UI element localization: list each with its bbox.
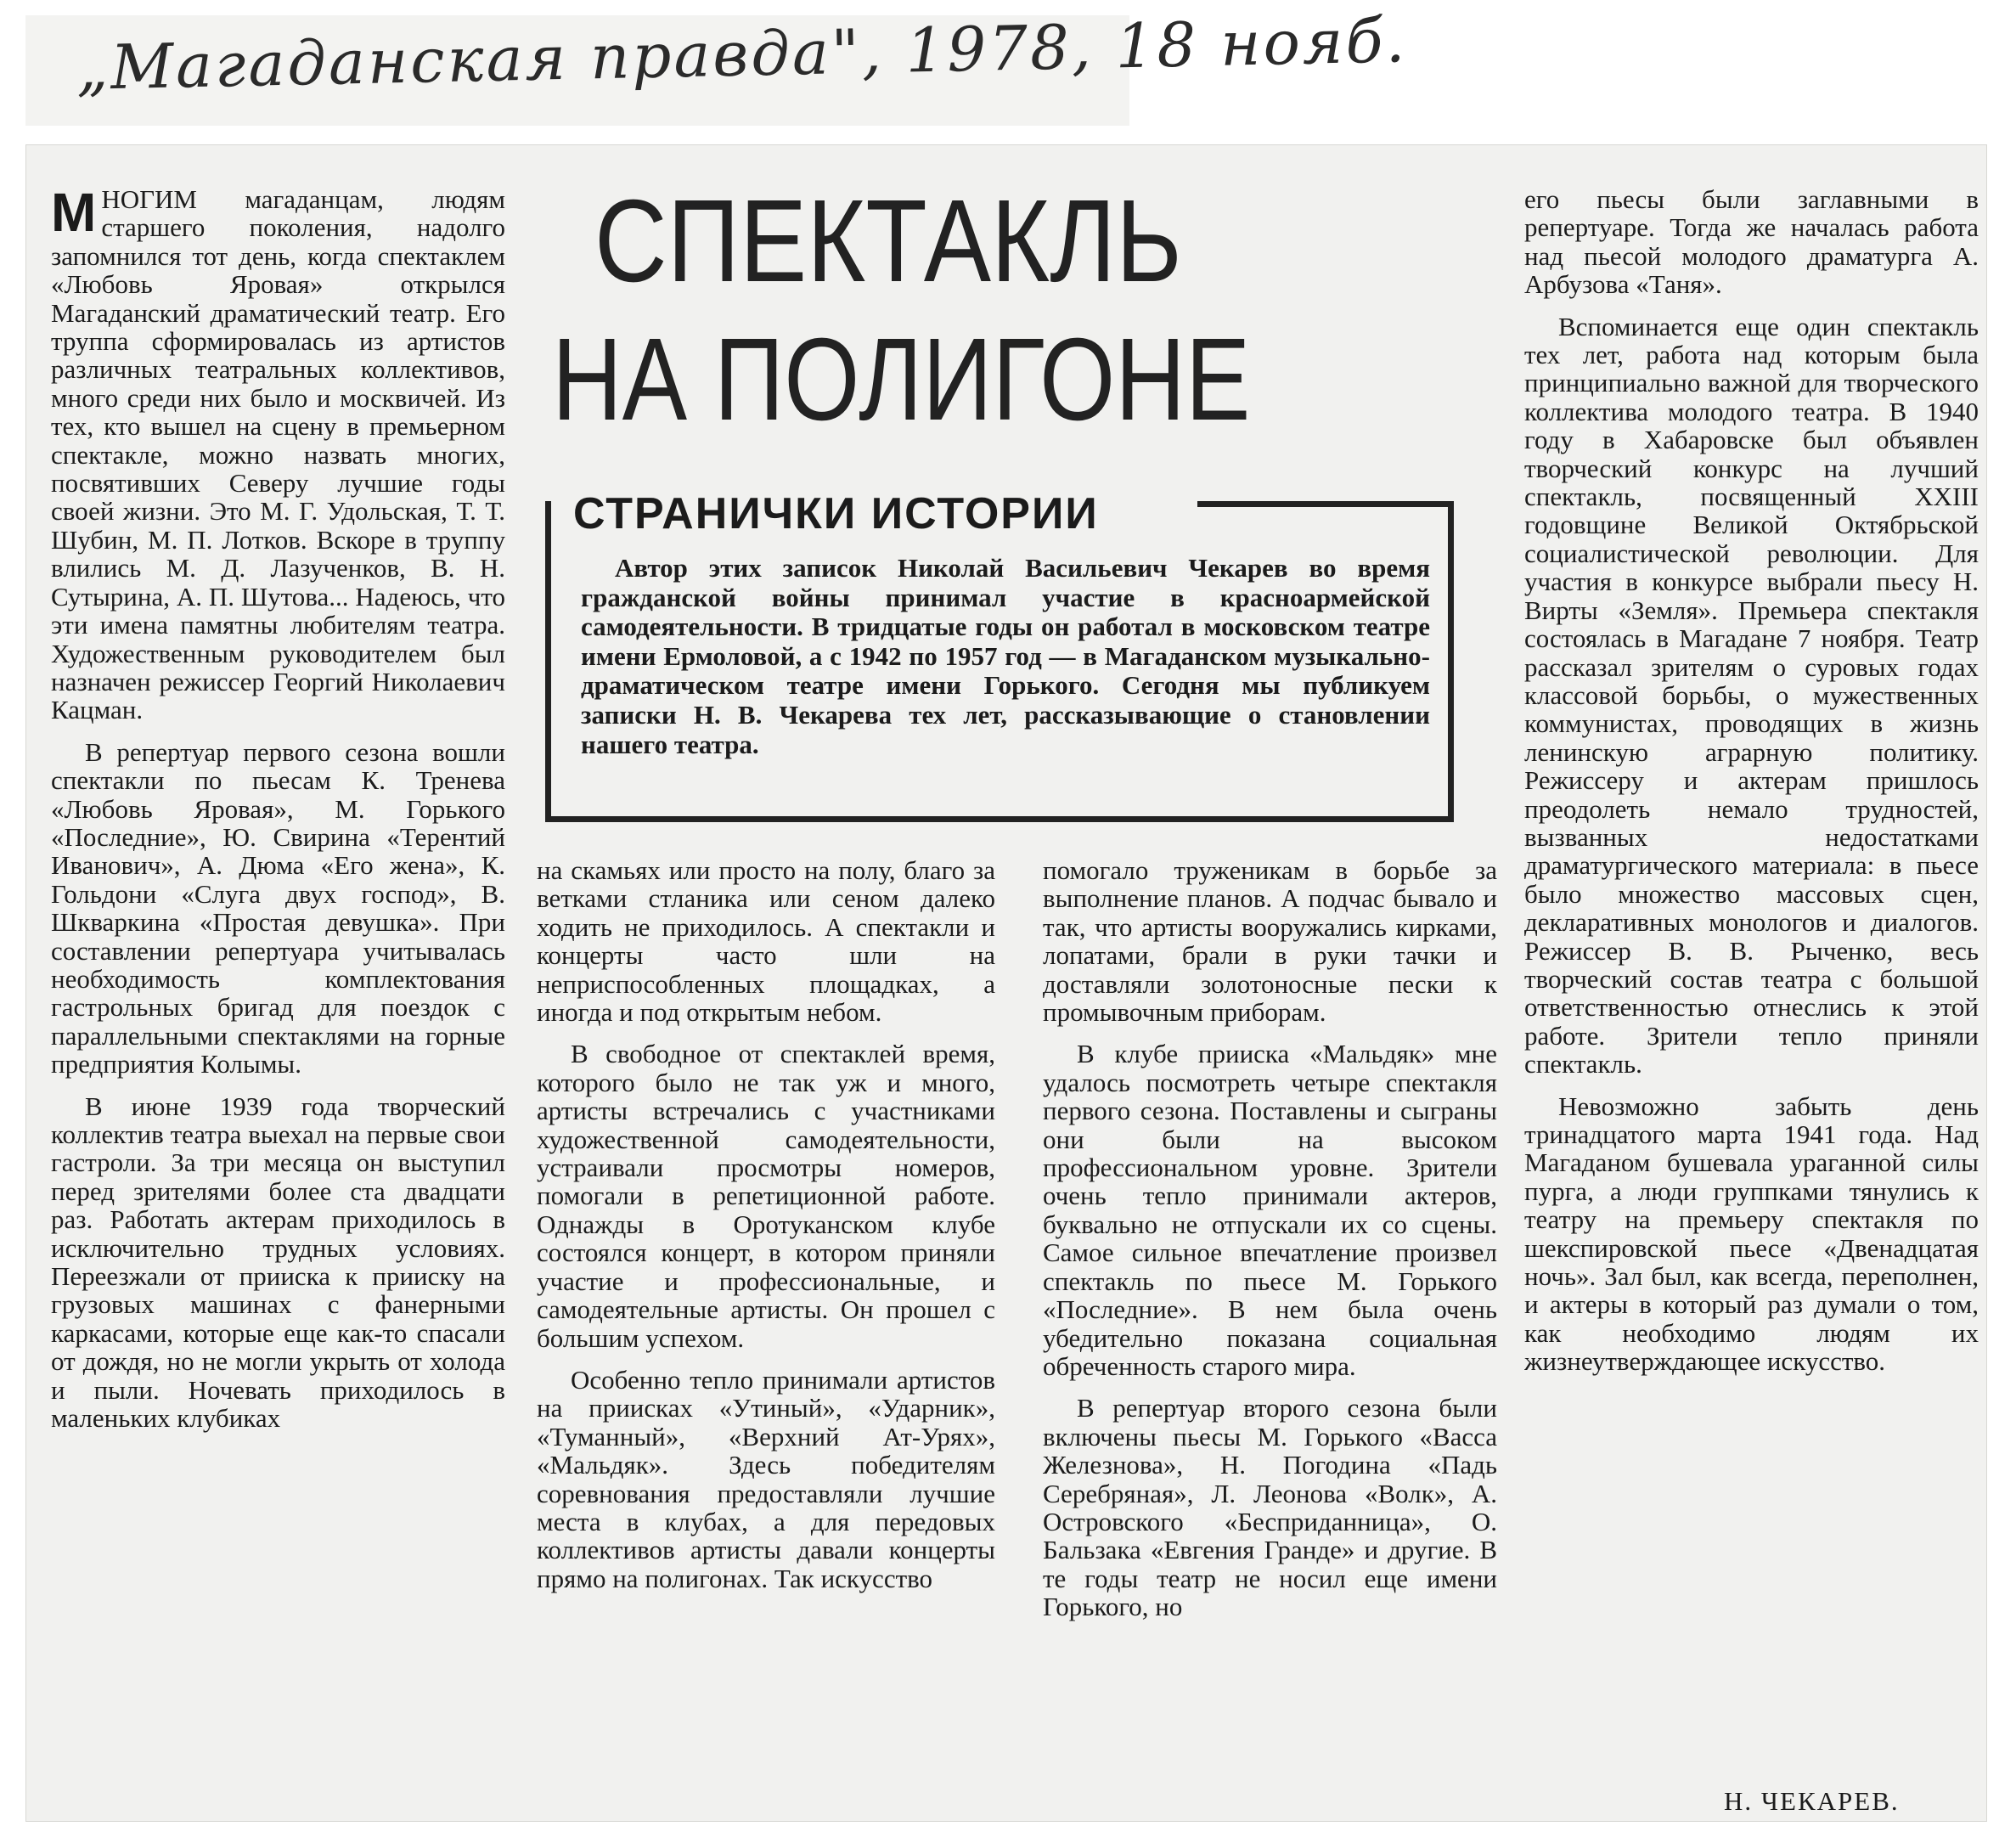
- paragraph: Особенно тепло принимали артистов на приисках «Утиный», «Ударник», «Туманный», «Верхний Ат-Урях», «Мальдяк». Здесь победителям соревнования предоставляли лучшие места в клубах, а для передовых коллективов артисты давали концерты прямо на полигонах. Так искусство: [537, 1364, 995, 1593]
- paragraph: его пьесы были заглавными в репертуаре. Тогда же началась работа над пьесой молодого драматурга А. Арбузова «Таня».: [1524, 185, 1979, 300]
- author-signature: Н. ЧЕКАРЕВ.: [1724, 1786, 1900, 1816]
- article-column-2: [537, 856, 995, 1824]
- drop-cap: М: [51, 185, 97, 243]
- paragraph: на скамьях или просто на полу, благо за ветками стланика или сеном далеко ходить не приходилось. А спектакли и концерты часто шли на неприспособленных площадках, а иногда и под открытым небом.: [537, 856, 995, 1028]
- article-column-1: [51, 185, 505, 1829]
- article-column-4: [1524, 185, 1979, 1782]
- paragraph: В репертуар второго сезона были включены пьесы М. Горького «Васса Железнова», Н. Погодина «Падь Серебряная», Л. Леонова «Волк», А. Островского «Бесприданница», О. Бальзака «Евгения Гранде» и другие. В те годы театр не носил еще имени Горького, но: [1043, 1393, 1497, 1622]
- paragraph: Невозможно забыть день тринадцатого марта 1941 года. Над Магаданом бушевала ураганной силы пурга, а люди группками тянулись к театру на премьеру спектакля по шекспировской пьесе «Двенадцатая ночь». Зал был, как всегда, переполнен, и актеры в который раз думали о том, как необходимо людям их жизнеутверждающее искусство.: [1524, 1091, 1979, 1377]
- rubric-title: СТРАНИЧКИ ИСТОРИИ: [573, 489, 1099, 538]
- paragraph: В клубе прииска «Мальдяк» мне удалось посмотреть четыре спектакля первого сезона. Поставлены и сыграны они были на высоком профессиональном уровне. Зрители очень тепло принимали актеров, буквально не отпускали их со сцены. Самое сильное впечатление произвел спектакль по пьесе М. Горького «Последние». В нем была очень убедительно показана социальная обреченность старого мира.: [1043, 1039, 1497, 1381]
- paragraph: МНОГИМ магаданцам, людям старшего поколения, надолго запомнился тот день, когда спектаклем «Любовь Яровая» открылся Магаданский драматический театр. Его труппа сформировалась из артистов различных театральных коллективов, много среди них было и москвичей. Из тех, кто вышел на сцену в премьерном спектакле, можно назвать многих, посвятивших Северу лучшие годы своей жизни. Это М. Г. Удольская, Т. Т. Шубин, М. П. Лотков. Вскоре в труппу влились М. Д. Лазученков, В. Н. Сутырина, А. П. Шутова... Надеюсь, что эти имена памятны любителям театра. Художественным руководителем был назначен режиссер Георгий Николаевич Кацман.: [51, 185, 505, 725]
- paragraph: В свободное от спектаклей время, которого было не так уж и много, артисты встречались с участниками художественной самодеятельности, устраивали просмотры номеров, помогали в репетиционной работе. Однажды в Оротуканском клубе состоялся концерт, в котором приняли участие и профессиональные, и самодеятельные артисты. Он прошел с большим успехом.: [537, 1039, 995, 1353]
- paragraph: Вспоминается еще один спектакль тех лет, работа над которым была принципиально важной для творческого коллектива молодого театра. В 1940 году в Хабаровске был объявлен творческий конкурс на лучший спектакль, посвященный XXIII годовщине Великой Октябрьской социалистической революции. Для участия в конкурсе выбрали пьесу Н. Вирты «Земля». Премьера спектакля состоялась в Магадане 7 ноября. Театр рассказал зрителям о суровых годах классовой борьбы, о мужественных коммунистах, проводящих в жизнь ленинскую аграрную политику. Режиссеру и актерам пришлось преодолеть немало трудностей, вызванных недостатками драматургического материала: в пьесе было множество массовых сцен, декларативных монологов и диалогов. Режиссер В. В. Рыченко, весь творческий состав театра с большой ответственностью отнеслись к этой работе. Зрители тепло приняли спектакль.: [1524, 311, 1979, 1079]
- headline-line-1: СПЕКТАКЛЬ: [594, 176, 1182, 307]
- paragraph: В репертуар первого сезона вошли спектакли по пьесам К. Тренева «Любовь Яровая», М. Горького «Последние», Ю. Свирина «Терентий Иванович», А. Дюма «Его жена», К. Гольдони «Слуга двух господ», В. Шкваркина «Простая девушка». При составлении репертуара учитывалась необходимость комплектования гастрольных бригад для поездок с параллельными спектаклями на горные предприятия Колымы.: [51, 736, 505, 1079]
- intro-text: Автор этих записок Николай Васильевич Чекарев во время гражданской войны принимал участие в красноармейской самодеятельности. В тридцатые годы он работал в московском театре имени Ермоловой, а с 1942 по 1957 год — в Магаданском музыкально-драматическом театре имени Горького. Сегодня мы публикуем записки Н. В. Чекарева тех лет, рассказывающие о становлении нашего театра.: [581, 553, 1430, 759]
- paragraph: помогало труженикам в борьбе за выполнение планов. А подчас бывало и так, что артисты вооружались кирками, лопатами, брали в руки тачки и доставляли золотоносные пески к промывочным приборам.: [1043, 856, 1497, 1028]
- paragraph: В июне 1939 года творческий коллектив театра выехал на первые свои гастроли. За три месяца он выступил перед зрителями более ста двадцати раз. Работать актерам приходилось в исключительно трудных условиях. Переезжали от прииска к прииску на грузовых машинах с фанерными каркасами, которые еще как-то спасали от дождя, но не могли укрыть от холода и пыли. Ночевать приходилось в маленьких клубиках: [51, 1091, 505, 1434]
- source-note-text: „Магаданская правда", 1978, 18 нояб.: [76, 4, 1409, 104]
- handwritten-source-note: [25, 4, 1409, 126]
- article-column-3: [1043, 856, 1497, 1824]
- headline-line-2: НА ПОЛИГОНЕ: [552, 314, 1251, 445]
